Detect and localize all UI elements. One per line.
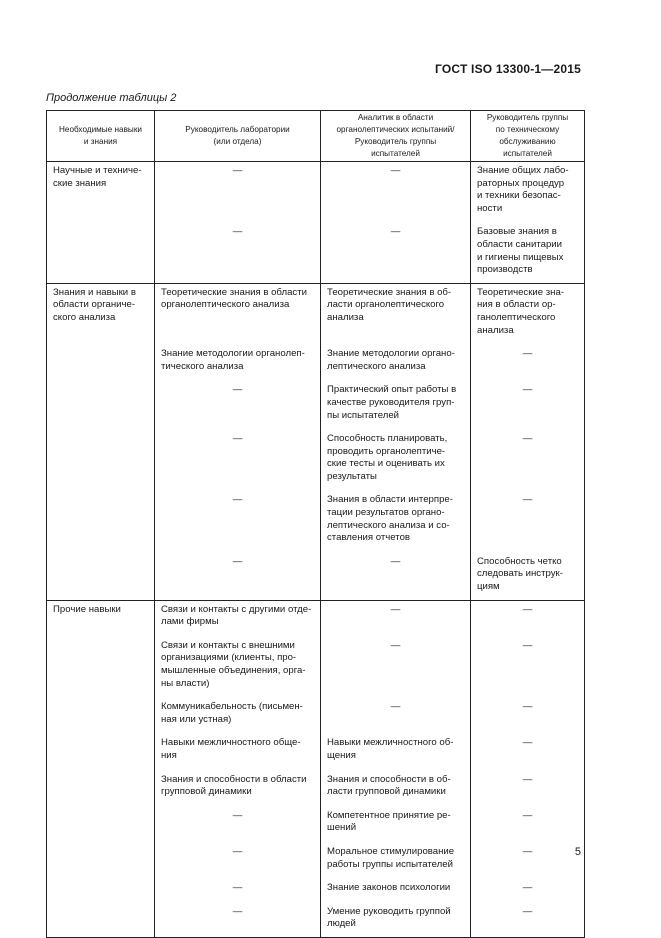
- empty-dash: —: [232, 433, 243, 445]
- empty-dash: —: [390, 639, 401, 651]
- empty-dash: —: [390, 165, 401, 176]
- empty-dash: —: [522, 348, 533, 360]
- document-code: ГОСТ ISO 13300-1—2015: [435, 62, 581, 76]
- cell-text: Способность четко следовать инструк- циям: [477, 555, 563, 593]
- empty-dash: —: [390, 226, 401, 238]
- empty-dash: —: [232, 555, 243, 567]
- lab-head-cell: [155, 162, 321, 284]
- empty-dash: —: [232, 384, 243, 396]
- tech-supervisor-cell: [471, 162, 585, 284]
- lab-head-cell: [155, 600, 321, 937]
- cell-text: Теоретические знания в об- ласти органолептического анализа: [327, 286, 452, 323]
- table-caption: Продолжение таблицы 2: [46, 92, 177, 104]
- table-row: [47, 162, 585, 284]
- analyst-cell: [321, 162, 471, 284]
- table-row: [47, 283, 585, 600]
- analyst-cell: [321, 600, 471, 937]
- cell-text: Теоретические знания в области органолептического анализа: [161, 286, 307, 311]
- empty-dash: —: [390, 603, 401, 615]
- cell-text: Знания в области интерпре- тации результатов органо- лептического анализа и со- ставления отчетов: [327, 494, 453, 544]
- cell-text: Навыки межличностного обще- ния: [161, 737, 301, 761]
- empty-dash: —: [232, 905, 243, 917]
- cell-text: Знание методологии органо- лептического анализа: [327, 348, 455, 372]
- analyst-cell: [321, 283, 471, 600]
- cell-text: Умение руководить группой людей: [327, 905, 451, 930]
- cell-text: Базовые знания в области санитарии и гигиены пищевых производств: [477, 226, 564, 276]
- empty-dash: —: [522, 639, 533, 651]
- empty-dash: —: [232, 845, 243, 857]
- empty-dash: —: [522, 433, 533, 445]
- tech-supervisor-cell: [471, 283, 585, 600]
- empty-dash: —: [522, 905, 533, 917]
- empty-dash: —: [522, 737, 533, 749]
- empty-dash: —: [522, 773, 533, 785]
- tech-supervisor-cell: [471, 600, 585, 937]
- cell-text: Коммуникабельность (письмен- ная или устная): [161, 701, 303, 725]
- empty-dash: —: [390, 701, 401, 713]
- cell-text: Практический опыт работы в качестве руководителя груп- пы испытателей: [327, 384, 457, 421]
- column-header-lab-head: Руководитель лаборатории (или отдела): [155, 111, 321, 162]
- page-number: 5: [574, 846, 581, 858]
- column-header-skills: Необходимые навыки и знания: [47, 111, 155, 162]
- cell-text: Знание методологии органолеп- тического анализа: [161, 348, 305, 372]
- empty-dash: —: [232, 226, 243, 238]
- empty-dash: —: [390, 555, 401, 567]
- empty-dash: —: [522, 384, 533, 396]
- empty-dash: —: [232, 494, 243, 506]
- cell-text: Знание общих лабо- раторных процедур и техники безопас- ности: [477, 165, 569, 214]
- category-cell: Знания и навыки в области органиче- ского анализа: [47, 283, 155, 600]
- category-cell: Прочие навыки: [47, 600, 155, 937]
- requirements-table: [46, 110, 585, 938]
- cell-text: Моральное стимулирование работы группы испытателей: [327, 845, 455, 870]
- table-header-row: [47, 111, 585, 162]
- cell-text: Знание законов психологии: [327, 882, 451, 894]
- empty-dash: —: [522, 809, 533, 821]
- cell-text: Знания и способности в области групповой динамики: [161, 773, 307, 798]
- cell-text: Способность планировать, проводить органолептиче- ские тесты и оценивать их результаты: [327, 433, 448, 482]
- empty-dash: —: [522, 845, 533, 857]
- table-row: [47, 600, 585, 937]
- empty-dash: —: [232, 165, 243, 176]
- empty-dash: —: [522, 603, 533, 615]
- cell-text: Знания и способности в об- ласти групповой динамики: [327, 773, 451, 798]
- empty-dash: —: [232, 809, 243, 821]
- column-header-tech-supervisor: Руководитель группы по техническому обслуживанию испытателей: [471, 111, 585, 162]
- cell-text: Компетентное принятие ре- шений: [327, 809, 451, 834]
- lab-head-cell: [155, 283, 321, 600]
- empty-dash: —: [522, 882, 533, 894]
- cell-text: Связи и контакты с другими отде- лами фирмы: [161, 603, 312, 628]
- table-header: [47, 111, 585, 162]
- cell-text: Навыки межличностного об- щения: [327, 737, 454, 761]
- category-cell: Научные и техниче- ские знания: [47, 162, 155, 284]
- column-header-analyst: Аналитик в области органолептических испытаний/ Руководитель группы испытателей: [321, 111, 471, 162]
- table-body: [47, 162, 585, 938]
- empty-dash: —: [522, 701, 533, 713]
- empty-dash: —: [522, 494, 533, 506]
- cell-text: Теоретические зна- ния в области ор- ганолептического анализа: [477, 286, 565, 336]
- cell-text: Связи и контакты с внешними организациями (клиенты, про- мышленные объединения, орга- ны власти): [161, 639, 306, 689]
- empty-dash: —: [232, 882, 243, 894]
